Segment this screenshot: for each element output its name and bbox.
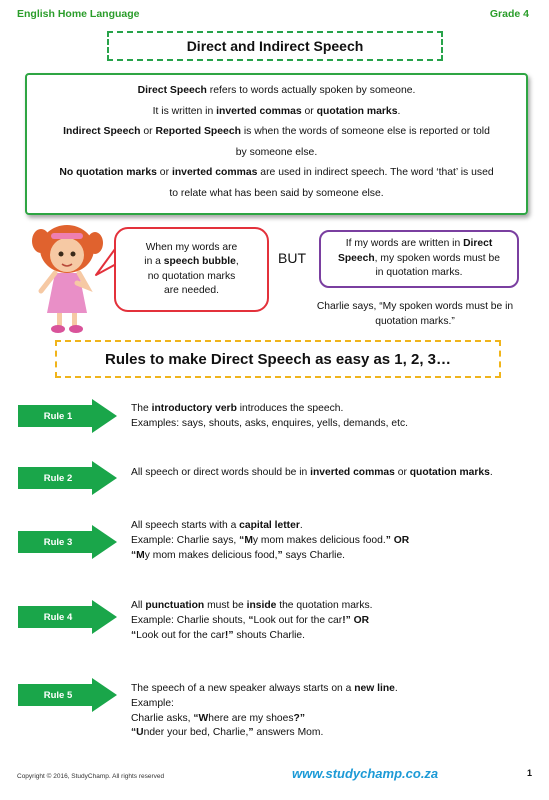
rule-2-text: [131, 466, 531, 481]
box-line: If my words are written in Direct: [345, 238, 493, 250]
rule-line: Examples: says, shouts, asks, enquires, yells, demands, etc.: [131, 417, 408, 429]
rule-1-text: [131, 402, 531, 432]
rule-1-arrow: [18, 399, 118, 433]
bubble-line: no quotation marks: [147, 270, 236, 282]
rule-3-text: [131, 519, 531, 563]
definition-line: by someone else.: [235, 146, 318, 158]
rule-label: Rule 2: [43, 472, 73, 484]
speech-bubble: [114, 227, 269, 312]
rule-label: Rule 4: [43, 611, 73, 623]
box-line: Speech, my spoken words must be: [338, 252, 500, 264]
definition-line: No quotation marks or inverted commas are used in indirect speech. The word ‘that’ is used: [59, 167, 494, 178]
rule-4-arrow: [18, 600, 118, 634]
rule-label: Rule 5: [43, 689, 73, 701]
definition-line: Indirect Speech or Reported Speech is when the words of someone else is reported or told: [63, 126, 490, 137]
subject-header: English Home Language: [17, 8, 140, 20]
rule-line: Example:: [131, 697, 174, 709]
definition-line: It is written in inverted commas or quotation marks.: [152, 105, 401, 117]
direct-speech-box: [319, 230, 519, 288]
website-link[interactable]: www.studychamp.co.za: [292, 766, 439, 781]
rule-line: Charlie asks, “Where are my shoes?”: [131, 712, 305, 724]
rule-5-text: [131, 682, 531, 741]
rules-title: Rules to make Direct Speech as easy as 1, 2, 3…: [55, 340, 501, 378]
rule-2-arrow: [18, 461, 118, 495]
rule-line: The introductory verb introduces the speech.: [131, 403, 344, 414]
rule-line: “Under your bed, Charlie,” answers Mom.: [131, 727, 324, 739]
box-line: in quotation marks.: [375, 267, 463, 279]
rule-label: Rule 3: [43, 536, 73, 548]
grade-header: Grade 4: [489, 8, 529, 20]
rule-line: The speech of a new speaker always starts on a new line.: [131, 683, 398, 694]
copyright-text: Copyright © 2016, StudyChamp. All rights reserved: [17, 773, 165, 780]
rule-line: All speech or direct words should be in inverted commas or quotation marks.: [131, 467, 493, 478]
charlie-example: [300, 299, 530, 329]
bubble-line: in a speech bubble,: [144, 256, 239, 267]
rule-line: “My mom makes delicious food,” says Charlie.: [131, 549, 346, 561]
rule-line: “Look out for the car!” shouts Charlie.: [131, 629, 306, 641]
page-number: 1: [526, 768, 532, 778]
page-title: Direct and Indirect Speech: [107, 31, 443, 61]
bubble-line: are needed.: [164, 285, 219, 296]
rule-line: All punctuation must be inside the quotation marks.: [131, 600, 373, 611]
rule-line: All speech starts with a capital letter.: [131, 520, 303, 531]
charlie-line: Charlie says, “My spoken words must be in: [316, 301, 514, 312]
rule-label: Rule 1: [43, 410, 73, 422]
rule-line: Example: Charlie shouts, “Look out for the car!” OR: [131, 614, 370, 626]
definition-line: to relate what has been said by someone else.: [169, 187, 384, 199]
charlie-line: quotation marks.”: [375, 316, 455, 327]
definition-box: [25, 73, 528, 215]
rule-3-arrow: [18, 525, 118, 559]
bubble-line: When my words are: [145, 241, 238, 253]
rule-5-arrow: [18, 678, 118, 712]
rule-4-text: [131, 599, 531, 643]
definition-line: Direct Speech refers to words actually spoken by someone.: [137, 85, 416, 96]
but-label: BUT: [278, 250, 306, 266]
rule-line: Example: Charlie says, “My mom makes delicious food.” OR: [131, 534, 410, 546]
